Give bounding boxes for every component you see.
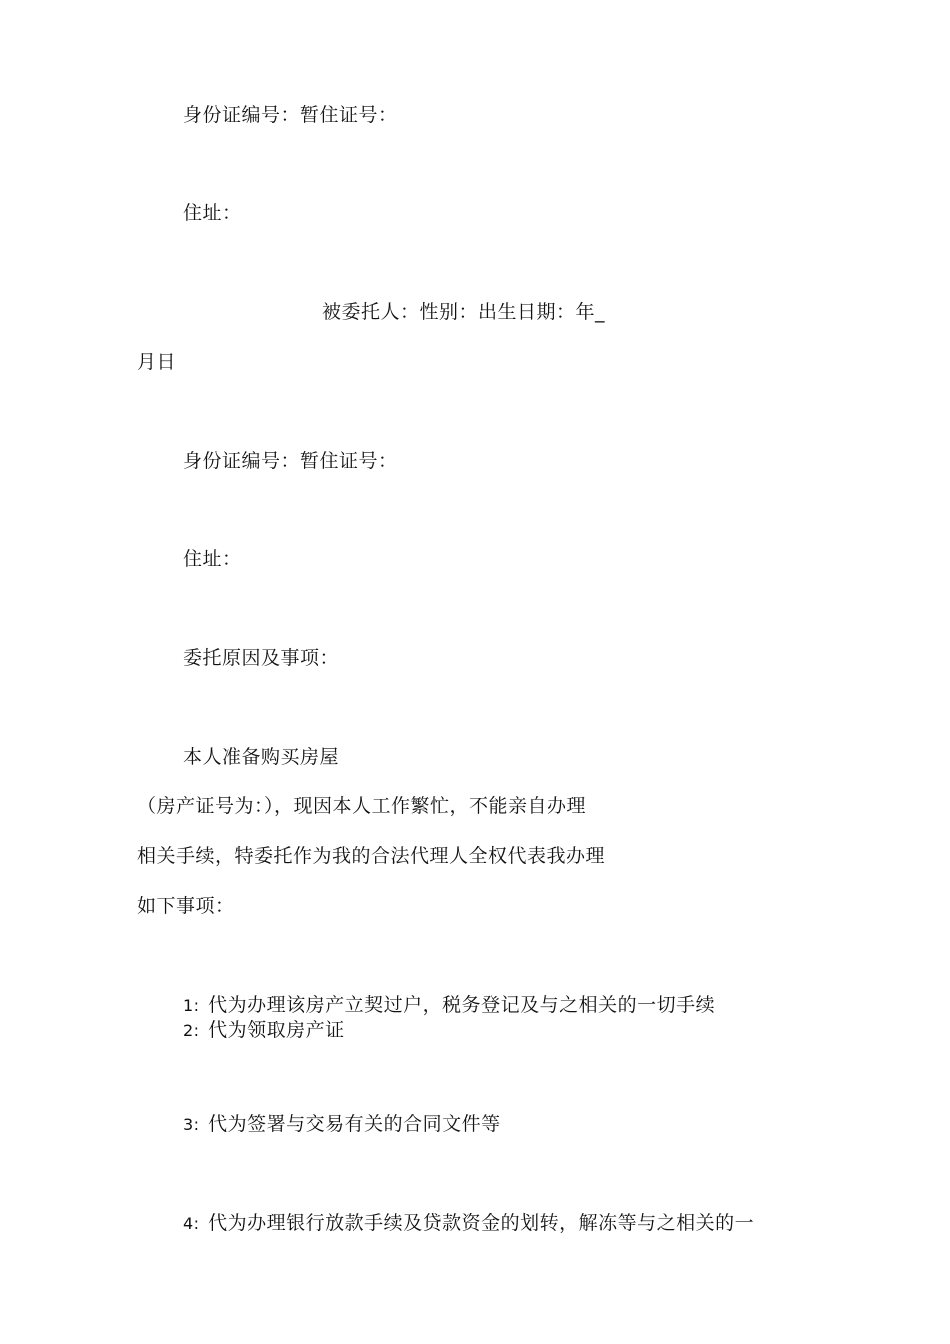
list-item-text: 代为办理银行放款手续及贷款资金的划转，解冻等与之相关的一 — [208, 1212, 755, 1234]
agent-address-line: 住址： — [183, 548, 242, 570]
list-item-text: 代为办理该房产立契过户，税务登记及与之相关的一切手续 — [208, 994, 716, 1016]
list-item — [183, 1018, 345, 1043]
principal-id-line: 身份证编号：暂住证号： — [183, 104, 398, 126]
list-item-text: 代为签署与交易有关的合同文件等 — [208, 1113, 501, 1135]
body-line-1: 本人准备购买房屋 — [183, 746, 340, 768]
list-item — [183, 1211, 754, 1236]
agent-header-line: 被委托人：性别：出生日期：年_ — [322, 301, 606, 323]
list-item-number: 2: — [183, 1021, 200, 1040]
agent-id-line: 身份证编号：暂住证号： — [183, 450, 398, 472]
agent-header-continuation: 月日 — [137, 351, 177, 373]
reason-heading: 委托原因及事项： — [183, 647, 340, 669]
list-item-number: 4: — [183, 1214, 200, 1233]
body-line-4: 如下事项： — [137, 895, 235, 917]
principal-address-line: 住址： — [183, 202, 242, 224]
body-line-2: （房产证号为：），现因本人工作繁忙，不能亲自办理 — [137, 795, 587, 817]
list-item-number: 3: — [183, 1115, 200, 1134]
body-line-3: 相关手续，特委托作为我的合法代理人全权代表我办理 — [137, 845, 606, 867]
list-item — [183, 993, 715, 1018]
list-item-text: 代为领取房产证 — [208, 1019, 345, 1041]
list-item — [183, 1112, 501, 1137]
list-item-number: 1: — [183, 996, 200, 1015]
